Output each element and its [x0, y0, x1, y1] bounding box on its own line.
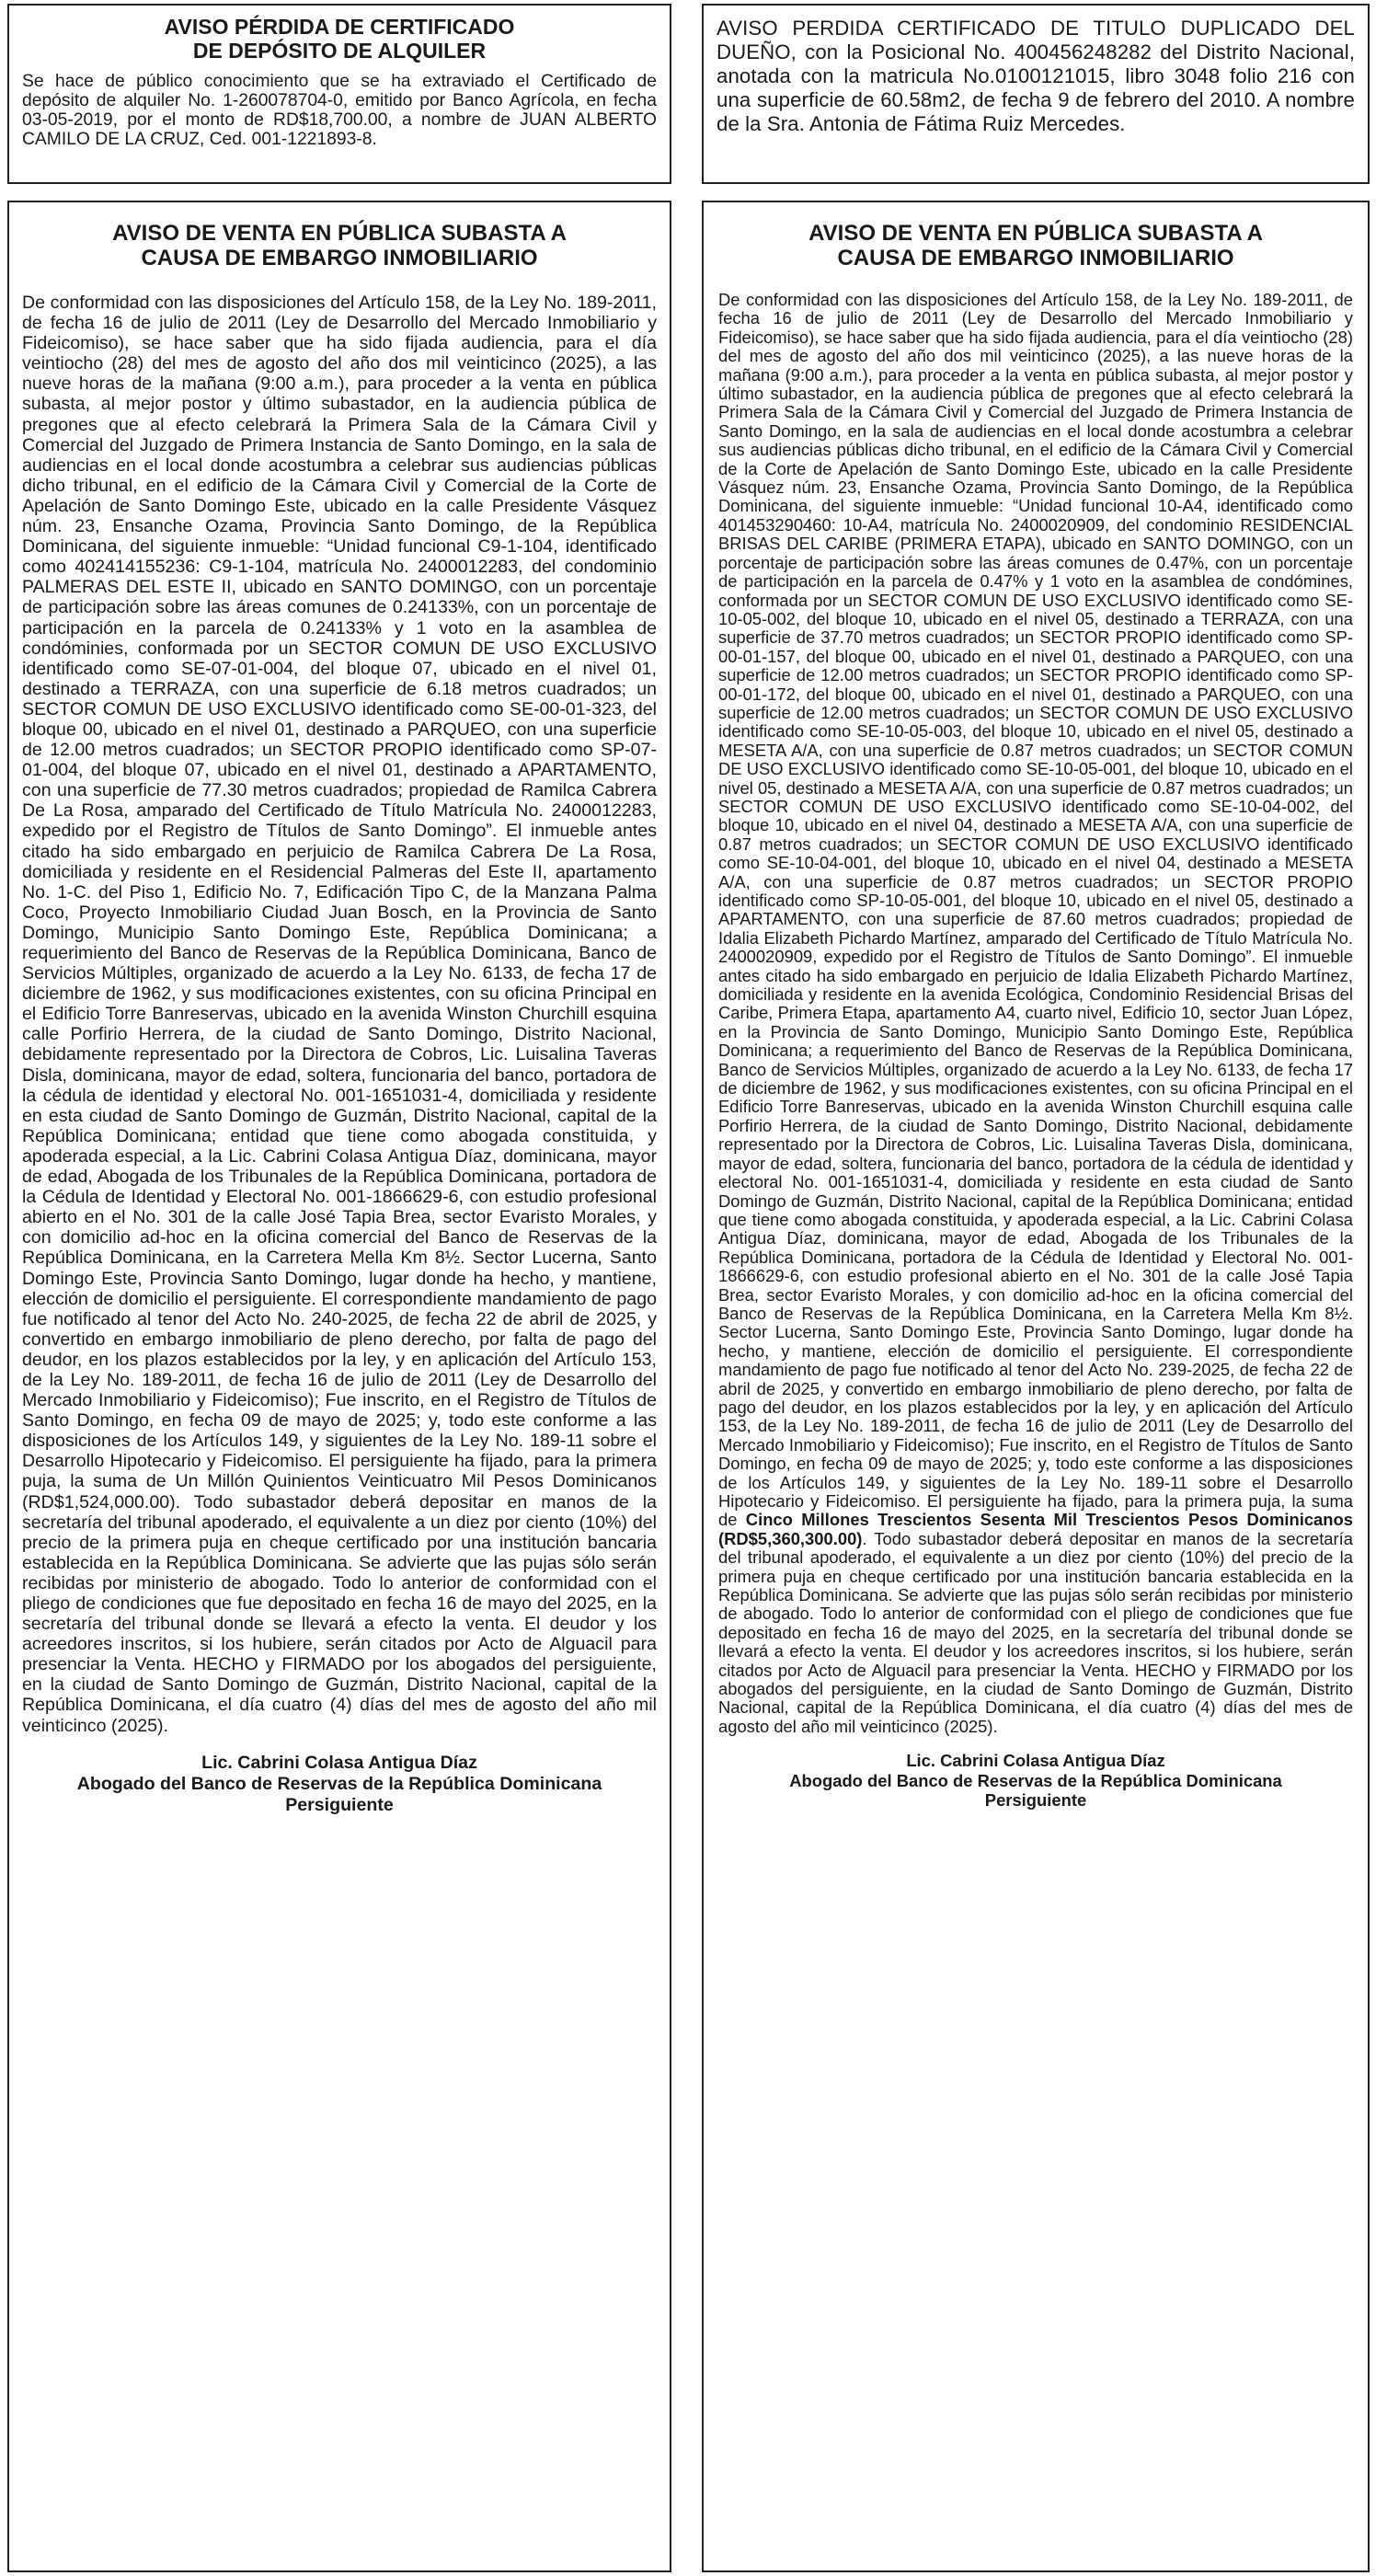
notice-body — [718, 291, 1353, 1736]
notice-title — [22, 221, 657, 270]
notice-title — [22, 15, 657, 63]
signature-name: Lic. Cabrini Colasa Antigua Díaz — [201, 1752, 477, 1773]
notice-title-line1: AVISO DE VENTA EN PÚBLICA SUBASTA A — [112, 221, 567, 246]
signature-party: Persiguiente — [984, 1790, 1087, 1811]
signature-block — [718, 1751, 1353, 1811]
signature-name: Lic. Cabrini Colasa Antigua Díaz — [906, 1751, 1165, 1771]
signature-block — [22, 1753, 657, 1816]
signature-role: Abogado del Banco de Reservas de la República Dominicana — [789, 1770, 1282, 1790]
notice-body-part2: . Todo subastador deberá depositar en manos de la secretaría del tribunal apoderado, el equivalente a un diez por ciento (10%) del precio de la primera puja en cheque certificado por una institución bancaria establecida en la República Dominicana. Se advierte que las pujas sólo serán recibidas por ministerio de abogado. Todo lo anterior de conformidad con el pliego de condiciones que fue depositado en fecha 16 de mayo del 2025, en la secretaría del tribunal donde se llevará a efecto la venta. El deudor y los acreedores inscritos, si los hubiere, serán citados por Acto de Alguacil para presenciar la Venta. HECHO y FIRMADO por los abogados del persiguiente, en la ciudad de Santo Domingo de Guzmán, Distrito Nacional, capital de la República Dominicana, el día cuatro (4) días del mes de agosto del año mil veinticinco (2025). — [718, 1528, 1353, 1736]
notice-title-line2: CAUSA DE EMBARGO INMOBILIARIO — [837, 246, 1234, 270]
notice-title-line1: AVISO DE VENTA EN PÚBLICA SUBASTA A — [808, 221, 1263, 246]
notice-lost-deposit-certificate — [7, 4, 671, 184]
notice-title-line2: DE DEPÓSITO DE ALQUILER — [192, 39, 487, 63]
signature-party: Persiguiente — [285, 1794, 394, 1815]
notice-title-line2: CAUSA DE EMBARGO INMOBILIARIO — [141, 246, 538, 270]
notice-body: Se hace de público conocimiento que se ha extraviado el Certificado de depósito de alquiler No. 1-260078704-0, emitido por Banco Agrícola, en fecha 03-05-2019, por el monto de RD$18,700.00, a nombre de JUAN ALBERTO CAMILO DE LA CRUZ, Ced. 001-1221893-8. — [22, 72, 657, 149]
signature-role: Abogado del Banco de Reservas de la República Dominicana — [76, 1773, 602, 1794]
notice-public-auction-1 — [7, 201, 671, 2572]
notice-body-amount: Cinco Millones Trescientos Sesenta Mil Trescientos Pesos Dominicanos (RD$5,360,300.00) — [718, 1510, 1353, 1548]
notice-title-line1: AVISO PÉRDIDA DE CERTIFICADO — [164, 15, 515, 39]
notice-public-auction-2 — [702, 201, 1370, 2572]
notice-title — [718, 221, 1353, 270]
notice-body: AVISO PERDIDA CERTIFICADO DE TITULO DUPLICADO DEL DUEÑO, con la Posicional No. 400456248282 del Distrito Nacional, anotada con la matricula No.0100121015, libro 3048 folio 216 con una superficie de 60.58m2, de fecha 9 de febrero del 2010. A nombre de la Sra. Antonia de Fátima Ruiz Mercedes. — [717, 17, 1355, 135]
notice-lost-title-certificate — [702, 4, 1370, 184]
notice-body-part1: De conformidad con las disposiciones del Artículo 158, de la Ley No. 189-2011, de fecha 16 de julio de 2011 (Ley de Desarrollo del Mercado Inmobiliario y Fideicomiso), se hace saber que ha sido fijada audiencia, para el día veintiocho (28) del mes de agosto del año dos mil veinticinco (2025), a las nueve horas de la mañana (9:00 a.m.), para proceder a la venta en pública subasta, al mejor postor y último subastador, en la audiencia pública de pregones que al efecto celebrará la Primera Sala de la Cámara Civil y Comercial del Juzgado de Primera Instancia de Santo Domingo, en la sala de audiencias en el local donde acostumbra a celebrar sus audiencias públicas dicho tribunal, en el edificio de la Cámara Civil y Comercial de la Corte de Apelación de Santo Domingo Este, ubicado en la calle Presidente Vásquez núm. 23, Ensanche Ozama, Provincia Santo Domingo, de la República Dominicana, del siguiente inmueble: “Unidad funcional 10-A4, identificado como 401453290460: 10-A4, matrícula No. 2400020909, del condominio RESIDENCIAL BRISAS DEL CARIBE (PRIMERA ETAPA), ubicado en SANTO DOMINGO, con un porcentaje de participación sobre las áreas comunes de 0.47%, con un porcentaje de participación en la parcela de 0.47% y 1 voto en la asamblea de condómines, conformada por un SECTOR COMUN DE USO EXCLUSIVO identificado como SE-10-05-002, del bloque 10, ubicado en el nivel 05, destinado a TERRAZA, con una superficie de 37.70 metros cuadrados; un SECTOR PROPIO identificado como SP-00-01-157, del bloque 00, ubicado en el nivel 01, destinado a PARQUEO, con una superficie de 12.00 metros cuadrados; un SECTOR PROPIO identificado como SP-00-01-172, del bloque 00, ubicado en el nivel 01, destinado a PARQUEO, con una superficie de 12.00 metros cuadrados; un SECTOR COMUN DE USO EXCLUSIVO identificado como SE-10-05-003, del bloque 10, ubicado en el nivel 05, destinado a MESETA A/A, con una superficie de 0.87 metros cuadrados; un SECTOR COMUN DE USO EXCLUSIVO identificado como SE-10-05-001, del bloque 10, ubicado en el nivel 05, destinado a MESETA A/A, con una superficie de 0.87 metros cuadrados; un SECTOR COMUN DE USO EXCLUSIVO identificado como SE-10-04-002, del bloque 10, ubicado en el nivel 04, destinado a MESETA A/A, con una superficie de 0.87 metros cuadrados; un SECTOR COMUN DE USO EXCLUSIVO identificado como SE-10-04-001, del bloque 10, ubicado en el nivel 04, destinado a MESETA A/A, con una superficie de 0.87 metros cuadrados; un SECTOR PROPIO identificado como SP-10-05-001, del bloque 10, ubicado en el nivel 05, destinado a APARTAMENTO, con una superficie de 87.60 metros cuadrados; propiedad de Idalia Elizabeth Pichardo Martínez, amparado del Certificado de Título Matrícula No. 2400020909, expedido por el Registro de Títulos de Santo Domingo”. El inmueble antes citado ha sido embargado en perjuicio de Idalia Elizabeth Pichardo Martínez, domiciliada y residente en la avenida Ecológica, Condominio Residencial Brisas del Caribe, Primera Etapa, apartamento A4, cuarto nivel, Edificio 10, sector Juan López, en la Provincia de Santo Domingo, Municipio Santo Domingo Este, República Dominicana; a requerimiento del Banco de Reservas de la República Dominicana, Banco de Servicios Múltiples, organizado de acuerdo a la Ley No. 6133, de fecha 17 de diciembre de 1962, y sus modificaciones existentes, con su oficina Principal en el Edificio Torre Banreservas, ubicado en la avenida Winston Churchill esquina calle Porfirio Herrera, de la ciudad de Santo Domingo, Distrito Nacional, debidamente representado por la Directora de Cobros, Lic. Luisalina Taveras Disla, dominicana, mayor de edad, soltera, funcionaria del banco, portadora de la cédula de identidad y electoral No. 001-1651031-4, domiciliada y residente en esta ciudad de Santo Domingo de Guzmán, Distrito Nacional, capital de la República Dominicana; entidad que tiene como abogada constituida, y apoderada especial, a la Lic. Cabrini Colasa Antigua Díaz, dominicana, mayor de edad, Abogada de los Tribunales de la República Dominicana, portadora de la Cédula de Identidad y Electoral No. 001-1866629-6, con estudio profesional abierto en el No. 301 de la calle José Tapia Brea, sector Evaristo Morales, y con domicilio ad-hoc en la oficina comercial del Banco de Reservas de la República Dominicana, en la Carretera Mella Km 8½. Sector Lucerna, Santo Domingo Este, Provincia Santo Domingo, lugar donde ha hecho, y mantiene, elección de domicilio el persiguiente. El correspondiente mandamiento de pago fue notificado al tenor del Acto No. 239-2025, de fecha 22 de abril de 2025, y convertido en embargo inmobiliario de pleno derecho, por falta de pago del deudor, en los plazos establecidos por la ley, y en aplicación del Artículo 153, de la Ley No. 189-2011, de fecha 16 de julio de 2011 (Ley de Desarrollo del Mercado Inmobiliario y Fideicomiso); Fue inscrito, en el Registro de Títulos de Santo Domingo, en fecha 09 de mayo de 2025; y, todo este conforme a las disposiciones de los Artículos 149, y siguientes de la Ley No. 189-11 sobre el Desarrollo Hipotecario y Fideicomiso. El persiguiente ha fijado, para la primera puja, la suma de — [718, 290, 1353, 1530]
notice-body: De conformidad con las disposiciones del Artículo 158, de la Ley No. 189-2011, de fecha 16 de julio de 2011 (Ley de Desarrollo del Mercado Inmobiliario y Fideicomiso), se hace saber que ha sido fijada audiencia, para el día veintiocho (28) del mes de agosto del año dos mil veinticinco (2025), a las nueve horas de la mañana (9:00 a.m.), para proceder a la venta en pública subasta, al mejor postor y último subastador, en la audiencia pública de pregones que al efecto celebrará la Primera Sala de la Cámara Civil y Comercial del Juzgado de Primera Instancia de Santo Domingo, en la sala de audiencias en el local donde acostumbra a celebrar sus audiencias públicas dicho tribunal, en el edificio de la Cámara Civil y Comercial de la Corte de Apelación de Santo Domingo Este, ubicado en la calle Presidente Vásquez núm. 23, Ensanche Ozama, Provincia Santo Domingo, de la República Dominicana, del siguiente inmueble: “Unidad funcional C9-1-104, identificado como 402414155236: C9-1-104, matrícula No. 2400012283, del condominio PALMERAS DEL ESTE II, ubicado en SANTO DOMINGO, con un porcentaje de participación sobre las áreas comunes de 0.24133%, con un porcentaje de participación en la parcela de 0.24133% y 1 voto en la asamblea de condóminies, conformada por un SECTOR COMUN DE USO EXCLUSIVO identificado como SE-07-01-004, del bloque 07, ubicado en el nivel 01, destinado a TERRAZA, con una superficie de 6.18 metros cuadrados; un SECTOR COMUN DE USO EXCLUSIVO identificado como SE-00-01-323, del bloque 00, ubicado en el nivel 01, destinado a PARQUEO, con una superficie de 12.00 metros cuadrados; un SECTOR PROPIO identificado como SP-07-01-004, del bloque 07, ubicado en el nivel 01, destinado a APARTAMENTO, con una superficie de 77.30 metros cuadrados; propiedad de Ramilca Cabrera De La Rosa, amparado del Certificado de Título Matrícula No. 2400012283, expedido por el Registro de Títulos de Santo Domingo”. El inmueble antes citado ha sido embargado en perjuicio de Ramilca Cabrera De La Rosa, domiciliada y residente en el Residencial Palmeras del Este II, apartamento No. 1-C. del Piso 1, Edificio No. 7, Edificación Tipo C, de la Manzana Palma Coco, Proyecto Inmobiliario Ciudad Juan Bosch, en la Provincia de Santo Domingo, Municipio Santo Domingo Este, República Dominicana; a requerimiento del Banco de Reservas de la República Dominicana, Banco de Servicios Múltiples, organizado de acuerdo a la Ley No. 6133, de fecha 17 de diciembre de 1962, y sus modificaciones existentes, con su oficina Principal en el Edificio Torre Banreservas, ubicado en la avenida Winston Churchill esquina calle Porfirio Herrera, de la ciudad de Santo Domingo, Distrito Nacional, debidamente representado por la Directora de Cobros, Lic. Luisalina Taveras Disla, dominicana, mayor de edad, soltera, funcionaria del banco, portadora de la cédula de identidad y electoral No. 001-1651031-4, domiciliada y residente en esta ciudad de Santo Domingo de Guzmán, Distrito Nacional, capital de la República Dominicana; entidad que tiene como abogada constituida, y apoderada especial, a la Lic. Cabrini Colasa Antigua Díaz, dominicana, mayor de edad, Abogada de los Tribunales de la República Dominicana, portadora de la Cédula de Identidad y Electoral No. 001-1866629-6, con estudio profesional abierto en el No. 301 de la calle José Tapia Brea, sector Evaristo Morales, y con domicilio ad-hoc en la oficina comercial del Banco de Reservas de la República Dominicana, en la Carretera Mella Km 8½. Sector Lucerna, Santo Domingo Este, Provincia Santo Domingo, lugar donde ha hecho, y mantiene, elección de domicilio el persiguiente. El correspondiente mandamiento de pago fue notificado al tenor del Acto No. 240-2025, de fecha 22 de abril de 2025, y convertido en embargo inmobiliario de pleno derecho, por falta de pago del deudor, en los plazos establecidos por la ley, y en aplicación del Artículo 153, de la Ley No. 189-2011, de fecha 16 de julio de 2011 (Ley de Desarrollo del Mercado Inmobiliario y Fideicomiso); Fue inscrito, en el Registro de Títulos de Santo Domingo, en fecha 09 de mayo de 2025; y, todo este conforme a las disposiciones de los Artículos 149, y siguientes de la Ley No. 189-11 sobre el Desarrollo Hipotecario y Fideicomiso. El persiguiente ha fijado, para la primera puja, la suma de Un Millón Quinientos Veinticuatro Mil Pesos Dominicanos (RD$1,524,000.00). Todo subastador deberá depositar en manos de la secretaría del tribunal apoderado, el equivalente a un diez por ciento (10%) del precio de la primera puja en cheque certificado por una institución bancaria establecida en la República Dominicana. Se advierte que las pujas sólo serán recibidas por ministerio de abogado. Todo lo anterior de conformidad con el pliego de condiciones que fue depositado en fecha 16 de mayo del 2025, en la secretaría del tribunal donde se llevará a efecto la venta. El deudor y los acreedores inscritos, si los hubiere, serán citados por Acto de Alguacil para presenciar la Venta. HECHO y FIRMADO por los abogados del persiguiente, en la ciudad de Santo Domingo de Guzmán, Distrito Nacional, capital de la República Dominicana, el día cuatro (4) días del mes de agosto del año mil veinticinco (2025). — [22, 293, 657, 1736]
